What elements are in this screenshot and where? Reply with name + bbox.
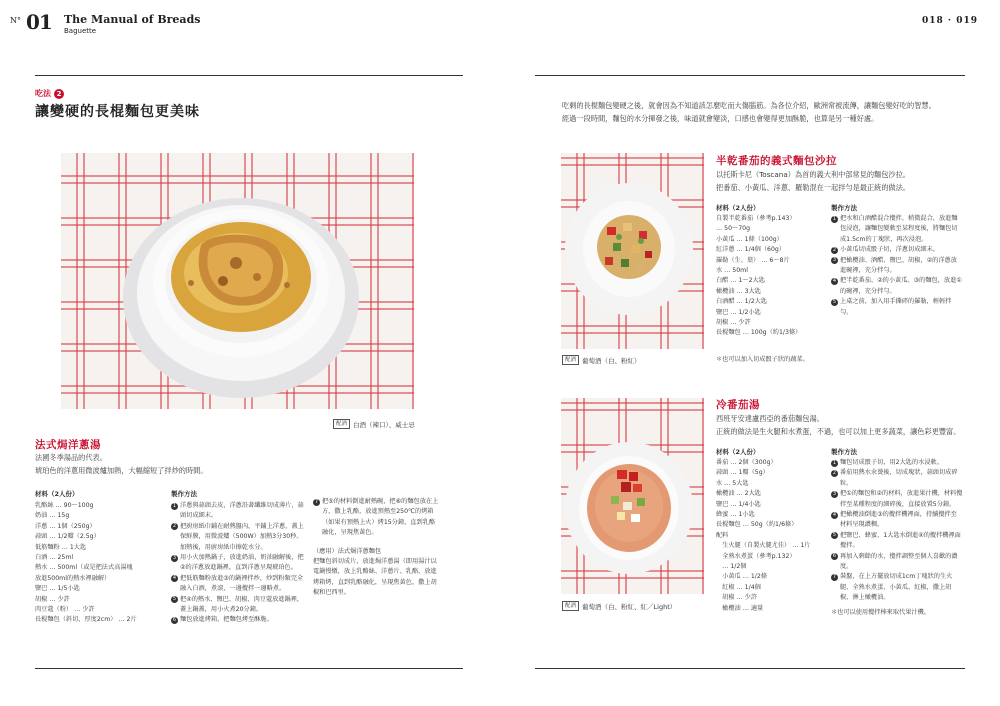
step-number: 1 (832, 459, 837, 466)
onion-soup-steps-header: 製作方法 (171, 490, 197, 498)
gazpacho-steps-header: 製作方法 (831, 448, 857, 456)
step-number: 4 (172, 575, 177, 582)
ingredient-item: … 1/2個 (716, 563, 747, 571)
ingredient-item: 鹽巴 … 1/2小匙 (716, 308, 761, 316)
page-title: 讓變硬的長棍麵包更美味 (35, 104, 200, 120)
wine-badge: 配酒 (562, 355, 579, 365)
wine-badge: 配酒 (562, 601, 579, 611)
ingredient-item: 奶油 … 15g (35, 512, 70, 520)
step-number: 6 (832, 553, 837, 560)
intro-line: 吃剩的長棍麵包變硬之後，就會因為不知道該怎麼吃而大傷腦筋。為各位介紹，歐洲常被流傳，讓麵包變好吃的智慧。 (562, 101, 936, 110)
step-text: 把廚房紙巾鋪在耐熱盤內，平鋪上洋蔥，蓋上保鮮膜，用微波爐（500W）加熱3分30秒。加熱後，用廚房紙巾擦乾水分。 (180, 522, 304, 551)
step-text: 把橄欖油倒進③的攪拌機裡面，持續攪拌至材料呈現濃稠。 (840, 511, 957, 529)
step-text: 把④的熱水、鹽巴、胡椒、肉豆蔻放進鍋裡，蓋上鍋蓋，用小火煮20分鐘。 (180, 595, 304, 614)
step-number: 5 (832, 532, 837, 539)
section-tag-label: 吃法 (35, 89, 51, 98)
step-number: 5 (832, 298, 837, 305)
step-text: 再加入剩餘的水，攪拌調整至個人喜歡的濃度。 (840, 552, 958, 571)
ingredient-item: 全熟水煮蛋（參考p.132） (716, 552, 796, 560)
onion-soup-ingredients (35, 501, 163, 626)
wine-badge: 配酒 (333, 419, 350, 429)
ingredient-item: 橄欖油 … 適量 (716, 604, 764, 612)
intro-line: 經過一段時間，麵包的水分揮發之後，味道就會變淡，口感也會變得更加酥脆，也算是另一種好處。 (562, 113, 879, 123)
ingredient-item: 蒜頭 … 1瓣（5g） (716, 469, 769, 477)
onion-soup-steps (171, 501, 304, 626)
step-item (313, 497, 441, 539)
ingredient-item: 蒜頭 … 1/2瓣（2.5g） (35, 533, 100, 541)
ingredient-item: 長棍麵包 … 100g（約1/3條） (716, 329, 802, 337)
desc-line: 正統的做法是生火腿和水煮蛋，不過，也可以加上更多蔬菜，讓色彩更豐富。 (716, 426, 961, 436)
step-number: 1 (172, 502, 177, 509)
onion-soup-photo (61, 153, 414, 409)
section-tag (35, 88, 64, 99)
panzanella-title: 半乾番茄的義式麵包沙拉 (716, 155, 837, 167)
onion-soup-wine-pairing (333, 419, 415, 429)
step-number: 2 (172, 523, 177, 530)
ingredient-item: … 50～70g (716, 225, 751, 233)
step-text: 把低筋麵粉放進③的鍋裡拌炒，炒到粉類完全融入白酒，煮滾，一邊攪拌一邊略煮。 (180, 574, 304, 593)
step-number: 7 (314, 498, 319, 505)
ingredient-item: 橄欖油 … 2大匙 (716, 490, 761, 498)
step-item (831, 468, 963, 489)
gazpacho-steps (831, 458, 963, 618)
gazpacho-photo (561, 398, 704, 594)
onion-soup-steps-continued (313, 497, 441, 599)
panzanella-steps-header: 製作方法 (831, 204, 857, 212)
panzanella-desc (716, 169, 966, 194)
step-item (831, 297, 963, 318)
wine-text: 葡萄酒（白、粉紅） (582, 356, 641, 365)
step-text: 把橄欖油、酒醋、鹽巴、胡椒，②的洋蔥放進碗裡，充分拌勻。 (840, 256, 957, 275)
step-number: 6 (172, 616, 177, 623)
panzanella-steps (831, 214, 963, 318)
ingredient-item: 鹽巴 … 1/4小匙 (716, 500, 761, 508)
top-rule-right (535, 75, 965, 76)
step-text: 裝盤，在上方擺放切成1cm丁塊狀的生火腿、全熟水煮蛋、小黃瓜、紅椒，撒上胡椒，淋上橄欖油。 (840, 573, 953, 602)
step-item (831, 510, 963, 531)
step-text: 洋蔥與蒜頭去皮，洋蔥沿著纖維切成薄片，蒜頭切成細末。 (180, 502, 304, 520)
gazpacho-wine-pairing (562, 601, 676, 611)
step-text: 番茄用熱水氽燙後，切成塊狀，蒜頭切成碎粒。 (840, 469, 958, 487)
ingredient-item: 小黃瓜 … 1/2條 (716, 573, 768, 581)
step-item (171, 501, 304, 522)
step-number: 2 (832, 469, 837, 476)
onion-soup-illustration (61, 153, 414, 409)
panzanella-illustration (561, 153, 704, 349)
step-text: 麵包切成骰子切，用2大匙的水浸軟。 (840, 459, 943, 466)
step-text: 把鹽巴、蜂蜜、1大匙水倒進④的攪拌機裡面攪拌。 (840, 531, 961, 550)
ingredient-item: 白醋 … 1～2大匙 (716, 277, 765, 285)
ingredient-item: 小黃瓜 … 1條（100g） (716, 235, 783, 243)
ingredient-item: 胡椒 … 少許 (716, 319, 751, 327)
ingredient-item: 紅椒 … 1/4個 (716, 583, 761, 591)
bottom-rule-left (35, 668, 463, 669)
wine-text: 葡萄酒（白、粉紅、紅／Light） (582, 602, 677, 611)
step-item (171, 553, 304, 574)
panzanella-wine-pairing (562, 355, 641, 365)
step-item (831, 276, 963, 297)
step-number: 5 (172, 596, 177, 603)
intro-line: 法國冬季湯品的代表。 (35, 453, 107, 462)
desc-line: 西班牙安達盧西亞的番茄麵包湯。 (716, 414, 824, 423)
ingredient-item: 長棍麵包 … 50g（約1/6條） (716, 521, 798, 529)
gazpacho-ingredients (716, 458, 826, 614)
step-number: 7 (832, 573, 837, 580)
variation-text: 把麵包斜切成片，放進焗洋蔥湯（即用湯汁以電鍋慢燉，放上乳酪絲、洋蔥片、乳酪，放進烤箱烤，直到乳酪融化，呈現焦黃色，撒上胡椒和巴西里。 (313, 558, 437, 597)
step-item (831, 214, 963, 245)
ingredient-item: 肉豆蔻（粉） … 少許 (35, 606, 95, 614)
ingredient-item: 白酒 … 25ml (35, 554, 74, 562)
step-item (171, 574, 304, 595)
ingredient-item: 紅洋蔥 … 1/4個（60g） (716, 246, 786, 254)
book-title: The Manual of Breads (64, 13, 201, 26)
gazpacho-title: 冷番茄湯 (716, 399, 760, 411)
step-number: 1 (832, 215, 837, 222)
step-item (831, 245, 963, 255)
ingredient-item: 放進500ml的熱水裡融解） (35, 574, 111, 582)
ingredient-item: 熱水 … 500ml（或是把法式高湯塊 (35, 564, 133, 572)
step-number: 4 (832, 511, 837, 518)
ingredient-item: 番茄 … 2個（300g） (716, 459, 777, 466)
top-rule-left (35, 75, 463, 76)
panzanella-ingredients-header: 材料（2人份） (716, 204, 760, 212)
step-number: 3 (172, 554, 177, 561)
panzanella-ingredients (716, 214, 824, 339)
gazpacho-note: ＊也可以使用攪拌棒來取代果汁機。 (831, 608, 930, 616)
step-text: 把①的麵包和②的材料，放進果汁機，材料攪拌至某種程度的細碎後，直接放置5分鐘。 (840, 490, 963, 508)
step-item (831, 531, 963, 552)
ingredient-item: 羅勒（生、葉） … 6～8片 (716, 256, 790, 264)
chapter-no-label: N° (10, 16, 21, 25)
onion-soup-ingredients-header: 材料（2人份） (35, 490, 79, 498)
ingredient-item: 配料 (716, 531, 729, 539)
ingredient-item: 水 … 50ml (716, 267, 748, 275)
variation-title: （應用）法式焗洋蔥麵包 (313, 547, 382, 555)
chapter-name: Baguette (64, 27, 97, 35)
ingredient-item: 蜂蜜 … 1小匙 (716, 511, 755, 519)
step-text: 上桌之前，加入用手撕碎的羅勒，輕輕拌勻。 (840, 298, 952, 316)
ingredient-item: 生火腿（自製火腿尤佳） … 1片 (716, 542, 811, 550)
step-item (831, 256, 963, 277)
step-number: 4 (832, 277, 837, 284)
step-item (831, 489, 963, 510)
step-item (831, 458, 963, 468)
ingredient-item: 長棍麵包（斜切、厚度2cm） … 2片 (35, 616, 137, 624)
step-number: 3 (832, 257, 837, 264)
chapter-number: 01 (26, 10, 52, 34)
step-item (171, 595, 304, 616)
step-text: 把⑤的材料倒進耐熱碗，把⑥的麵包放在上方，撒上乳酪，放進預熱至250℃的烤箱（如果有預熱上火）烤15分鐘，直到乳酪融化，呈現焦黃色。 (322, 498, 439, 537)
section-tag-number: 2 (54, 89, 64, 99)
ingredient-item: 白酒醋 … 1/2大匙 (716, 298, 768, 306)
desc-line: 把番茄、小黃瓜、洋蔥、羅勒混在一起拌勻是最正統的做法。 (716, 182, 911, 192)
ingredient-item: 洋蔥 … 1個（250g） (35, 522, 96, 530)
right-page-intro (562, 100, 962, 125)
step-text: 麵包放進烤箱，把麵包烤至酥脆。 (180, 616, 273, 624)
step-text: 把半乾番茄、②的小黃瓜、③的麵包，放進①的碗裡，充分拌勻。 (840, 277, 962, 295)
step-number: 2 (832, 246, 837, 253)
gazpacho-illustration (561, 398, 704, 594)
desc-line: 以托斯卡尼（Toscana）為首的義大利中部常見的麵包沙拉。 (716, 170, 910, 179)
ingredient-item: 自製半乾番茄（參考p.143） (716, 215, 796, 222)
ingredient-item: 橄欖油 … 3大匙 (716, 287, 761, 295)
ingredient-item: 水 … 5大匙 (716, 479, 749, 487)
page-numbers: 018 · 019 (922, 16, 978, 26)
step-number: 3 (832, 490, 837, 497)
panzanella-photo (561, 153, 704, 349)
step-item (831, 552, 963, 573)
panzanella-note: ＊也可以加入切成骰子狀的蔬菜。 (716, 356, 809, 363)
ingredient-item: 胡椒 … 少許 (716, 594, 758, 602)
wine-text: 白酒（辣口）、威士忌 (353, 420, 415, 429)
step-text: 用小火加熱鍋子，放進奶油，奶油融解後，把②的洋蔥放進鍋裡，直到洋蔥呈現琥珀色。 (180, 554, 304, 572)
step-text: 把水和白酒醋混合攪拌，稍微混合，放進麵包浸泡，讓麵包變軟至某程度後，將麵包切成1.5cm的丁塊狀，再次浸泡。 (840, 215, 958, 243)
intro-line: 琥珀色的洋蔥用微波爐加熱，大幅縮短了拌炒的時間。 (35, 465, 208, 475)
bottom-rule-right (535, 668, 965, 669)
ingredient-item: 胡椒 … 少許 (35, 595, 70, 603)
onion-soup-intro (35, 452, 415, 477)
gazpacho-desc (716, 413, 966, 438)
step-item (171, 522, 304, 553)
gazpacho-ingredients-header: 材料（2人份） (716, 448, 760, 456)
ingredient-item: 鹽巴 … 1/5小匙 (35, 585, 80, 593)
step-item (171, 615, 304, 625)
onion-soup-title: 法式焗洋蔥湯 (35, 439, 101, 451)
ingredient-item: 乳酪絲 … 90～100g (35, 502, 94, 509)
step-text: 小黃瓜切成骰子切，洋蔥切成細末。 (840, 246, 939, 254)
step-item (831, 572, 963, 603)
ingredient-item: 低筋麵粉 … 1大匙 (35, 543, 87, 551)
